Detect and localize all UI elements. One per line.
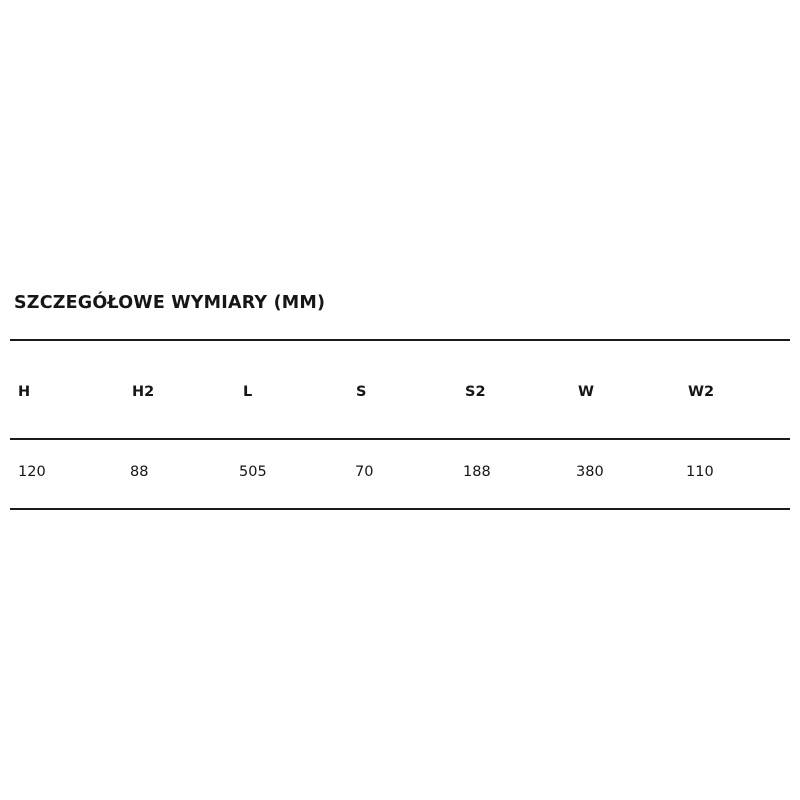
cell-w2: 110 [686,464,714,480]
cell-w: 380 [576,464,604,480]
column-header-s: S [356,384,367,400]
cell-l: 505 [239,464,267,480]
cell-h: 120 [18,464,46,480]
column-header-w2: W2 [688,384,715,400]
column-header-l: L [243,384,253,400]
cell-h2: 88 [130,464,149,480]
cell-s: 70 [355,464,374,480]
table-bottom-rule [10,508,790,510]
table-header-rule [10,438,790,440]
column-header-s2: S2 [465,384,486,400]
column-header-h: H [18,384,31,400]
column-header-w: W [578,384,594,400]
column-header-h2: H2 [132,384,155,400]
page-title: SZCZEGÓŁOWE WYMIARY (MM) [14,293,326,313]
cell-s2: 188 [463,464,491,480]
table-top-rule [10,339,790,341]
